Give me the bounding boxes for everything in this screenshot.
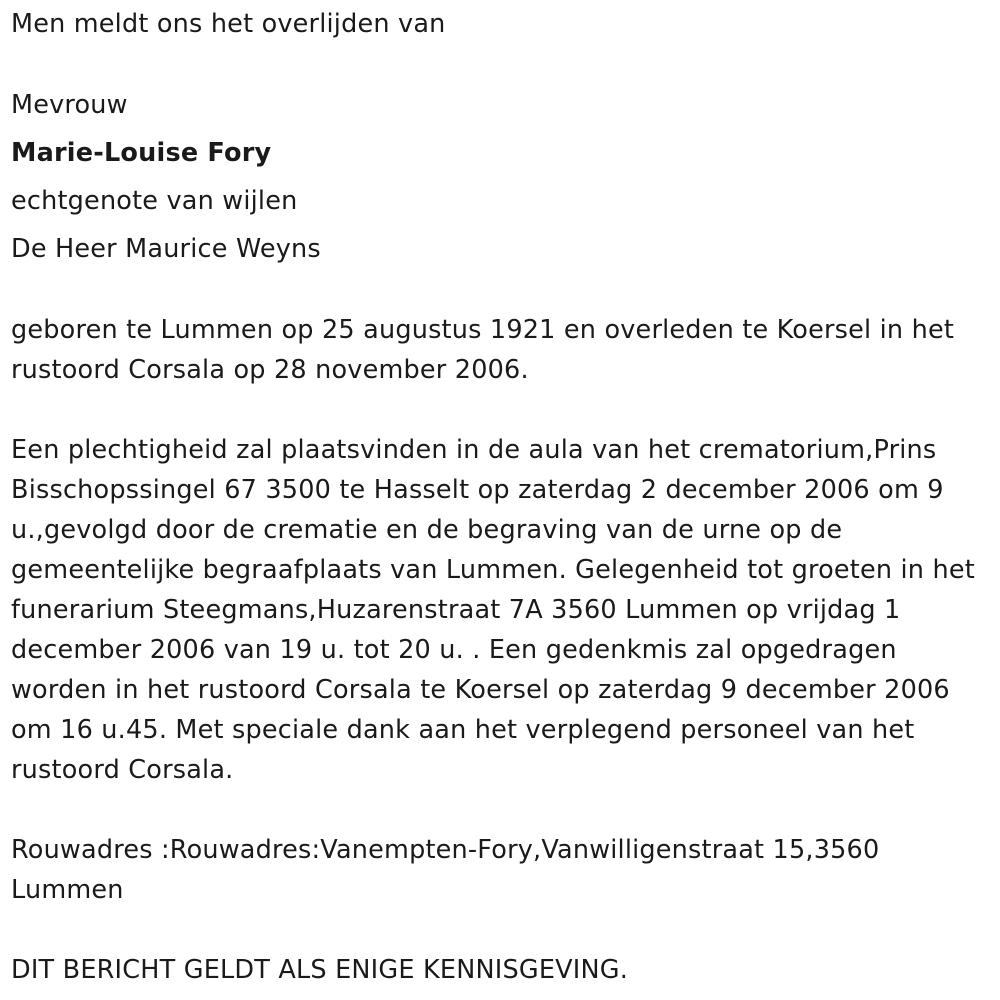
birth-death-paragraph: geboren te Lummen op 25 augustus 1921 en overleden te Koersel in het rustoord Corsala op 28 november 2006.: [11, 315, 955, 385]
spouse-name: De Heer Maurice Weyns: [11, 234, 321, 264]
intro-text: Men meldt ons het overlijden van: [11, 9, 446, 39]
footer-notice: DIT BERICHT GELDT ALS ENIGE KENNISGEVING.: [11, 955, 629, 985]
mourning-address: Rouwadres :Rouwadres:Vanempten-Fory,Vanwilligenstraat 15,3560 Lummen: [11, 835, 880, 905]
relation-text: echtgenote van wijlen: [11, 186, 298, 216]
ceremony-paragraph: Een plechtigheid zal plaatsvinden in de aula van het crematorium,Prins Bisschopssingel 67 3500 te Hasselt op zaterdag 2 december 2006 om 9 u.,gevolgd door de crematie en de begraving van de urne op de gemeentelijke begraafplaats van Lummen. Gelegenheid tot groeten in het funerarium Steegmans,Huzarenstraat 7A 3560 Lummen op vrijdag 1 december 2006 van 19 u. tot 20 u. . Een gedenkmis zal opgedragen worden in het rustoord Corsala te Koersel op zaterdag 9 december 2006 om 16 u.45. Met speciale dank aan het verplegend personeel van het rustoord Corsala.: [11, 435, 975, 785]
deceased-name: Marie-Louise Fory: [11, 138, 272, 168]
salutation: Mevrouw: [11, 90, 128, 120]
